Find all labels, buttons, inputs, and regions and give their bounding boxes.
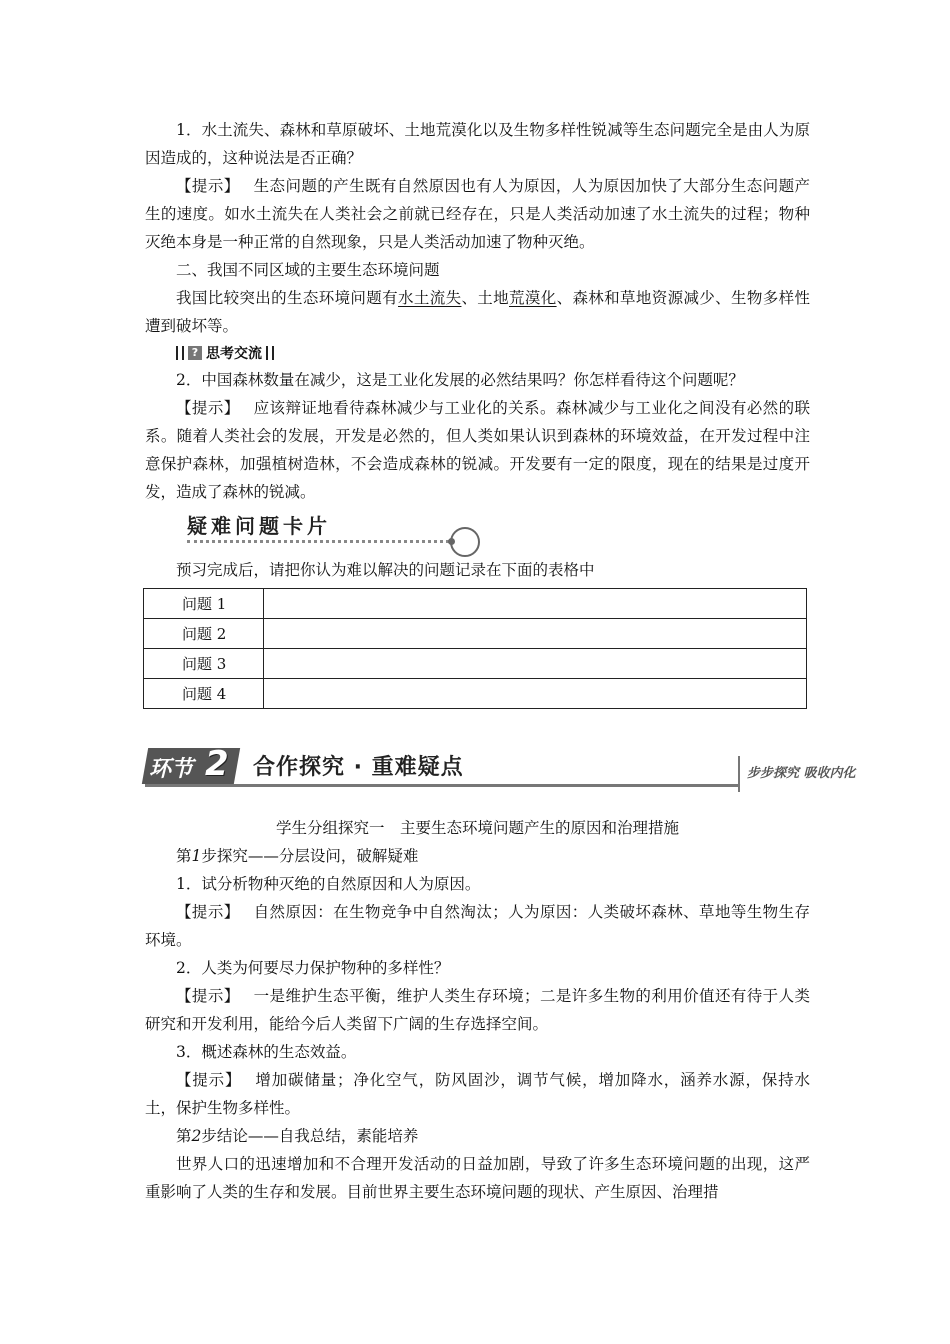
step-2-heading: [145, 1122, 810, 1150]
tip-text: 生态问题的产生既有自然原因也有人为原因，人为原因加快了大部分生态问题产生的速度。如水土流失在人类社会之前就已经存在，只是人类活动加速了水土流失的过程；物种灭绝本身是一种正常的自然现象，只是人类活动加速了物种灭绝。: [145, 177, 810, 251]
inquiry-question: 2．人类为何要尽力保护物种的多样性？: [176, 959, 450, 977]
section-2-paragraph: [145, 284, 810, 340]
inquiry-tip: [145, 982, 810, 1038]
page-lower: [145, 814, 810, 1206]
tip-1: [145, 172, 810, 256]
step-text: 第: [176, 847, 192, 865]
inquiry-question: 3．概述森林的生态效益。: [176, 1043, 357, 1061]
section-title: 合作探究 · 重难疑点: [253, 755, 464, 780]
inquiry-question: 1．试分析物种灭绝的自然原因和人为原因。: [176, 875, 481, 893]
tip-text: 一是维护生态平衡，维护人类生存环境；二是许多生物的利用价值还有待于人类研究和开发利用，能给今后人类留下广阔的生存选择空间。: [145, 987, 810, 1033]
divider: [176, 346, 178, 360]
problem-card-header: [145, 508, 810, 550]
think-label: 思考交流: [206, 346, 262, 362]
section-subtitle: 步步探究 吸收内化: [747, 766, 856, 781]
step-1-heading: [145, 842, 810, 870]
step-text: 第: [176, 1127, 192, 1145]
blank-answer-1: 水土流失: [398, 289, 462, 307]
question-1: 1．水土流失、森林和草原破坏、土地荒漠化以及生物多样性锐减等生态问题完全是由人为原因造成的，这种说法是否正确？: [145, 121, 810, 167]
section-badge-number: 2: [205, 744, 229, 784]
problem-card-title: 疑难问题卡片: [187, 514, 331, 538]
section-banner: [145, 744, 856, 790]
step-number: 2: [191, 1127, 202, 1145]
circle-icon: [450, 527, 480, 557]
row-label: 问题 2: [144, 619, 264, 649]
para-text: 、土地: [461, 289, 510, 307]
divider: [272, 346, 274, 360]
inquiry-tip: [145, 1066, 810, 1122]
step-number: 1: [191, 847, 202, 865]
para-text: 我国比较突出的生态环境问题有: [176, 289, 398, 307]
card-instruction: 预习完成后，请把你认为难以解决的问题记录在下面的表格中: [176, 561, 595, 579]
step-text: 步结论——自我总结，素能培养: [201, 1127, 419, 1145]
row-label: 问题 4: [144, 679, 264, 709]
section-divider: [738, 756, 740, 792]
page-upper: [145, 116, 810, 709]
problem-table: [143, 588, 807, 709]
conclusion-paragraph: 世界人口的迅速增加和不合理开发活动的日益加剧，导致了许多生态环境问题的出现，这严重影响了人类的生存和发展。目前世界主要生态环境问题的现状、产生原因、治理措: [145, 1155, 810, 1201]
section-heading-2: 二、我国不同区域的主要生态环境问题: [176, 261, 440, 279]
para-text: 、森林和草地资源减少、生物多样性遭到破坏等。: [145, 289, 810, 335]
table-row: [144, 589, 807, 619]
answer-cell[interactable]: [264, 589, 807, 619]
step-text: 步探究——分层设问，破解疑难: [201, 847, 419, 865]
dotted-line: [187, 540, 455, 543]
row-label: 问题 1: [144, 589, 264, 619]
tip-label: 【提示】: [176, 903, 240, 921]
table-row: [144, 679, 807, 709]
tip-label: 【提示】: [176, 399, 240, 417]
tip-text: 自然原因：在生物竞争中自然淘汰；人为原因：人类破坏森林、草地等生物生存环境。: [145, 903, 810, 949]
section-rule: [145, 784, 738, 787]
table-row: [144, 649, 807, 679]
answer-cell[interactable]: [264, 619, 807, 649]
question-mark-icon: ?: [188, 346, 202, 360]
question-2: 2．中国森林数量在减少，这是工业化发展的必然结果吗？你怎样看待这个问题呢？: [176, 371, 744, 389]
tip-label: 【提示】: [176, 987, 240, 1005]
row-label: 问题 3: [144, 649, 264, 679]
answer-cell[interactable]: [264, 679, 807, 709]
divider: [182, 346, 184, 360]
inquiry-tip: [145, 898, 810, 954]
inquiry-title: 学生分组探究一 主要生态环境问题产生的原因和治理措施: [275, 819, 679, 837]
blank-answer-2: 荒漠化: [509, 289, 557, 307]
divider: [266, 346, 268, 360]
table-row: [144, 619, 807, 649]
answer-cell[interactable]: [264, 649, 807, 679]
tip-text: 应该辩证地看待森林减少与工业化的关系。森林减少与工业化之间没有必然的联系。随着人类社会的发展，开发是必然的，但人类如果认识到森林的环境效益，在开发过程中注意保护森林，加强植树造林，不会造成森林的锐减。开发要有一定的限度，现在的结果是过度开发，造成了森林的锐减。: [145, 399, 810, 501]
tip-text: 增加碳储量；净化空气，防风固沙，调节气候，增加降水，涵养水源，保持水土，保护生物多样性。: [145, 1071, 810, 1117]
tip-label: 【提示】: [176, 1071, 242, 1089]
section-badge-text: 环节: [149, 756, 194, 782]
tip-label: 【提示】: [176, 177, 240, 195]
think-exchange-label: [176, 340, 810, 366]
tip-2: [145, 394, 810, 506]
